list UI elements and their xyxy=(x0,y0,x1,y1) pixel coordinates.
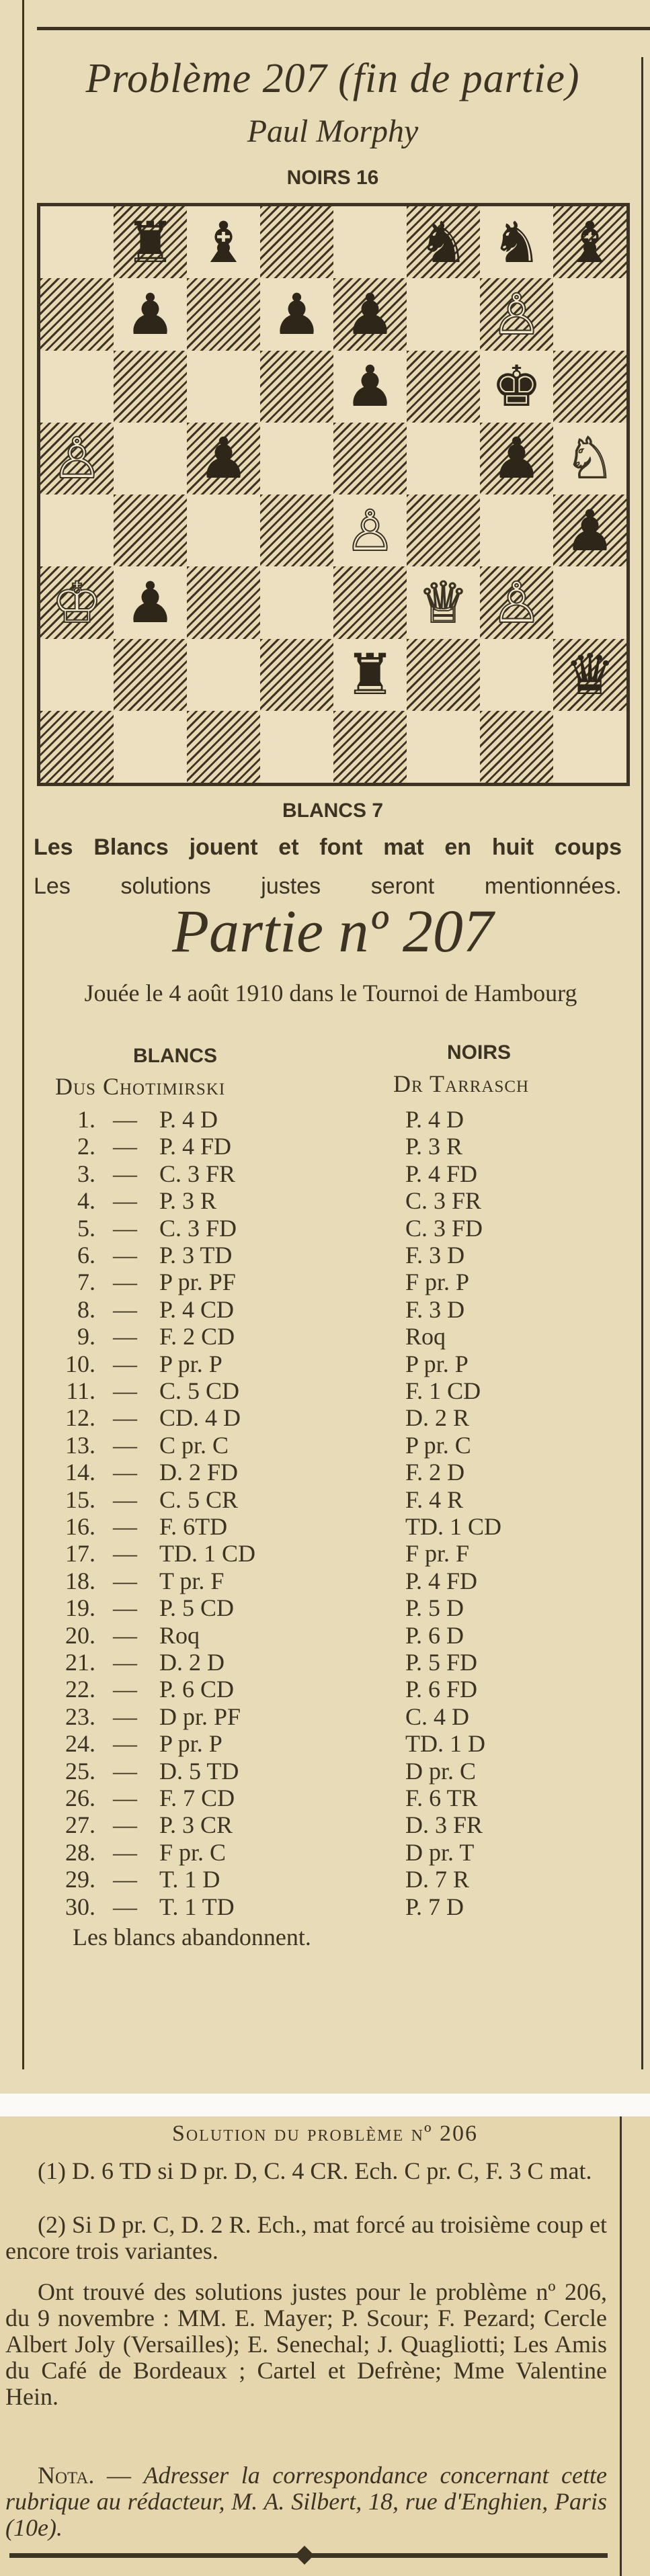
move-dash: — xyxy=(113,1459,137,1486)
black-move: P pr. P xyxy=(405,1350,469,1377)
move-row xyxy=(0,1486,650,1512)
square-h2 xyxy=(553,639,626,711)
black-move: F. 2 D xyxy=(405,1459,465,1486)
white-move: P. 4 CD xyxy=(159,1295,235,1323)
square-f2 xyxy=(407,639,480,711)
nota-label: Nota. — xyxy=(38,2462,131,2489)
black-king-icon: ♚ xyxy=(491,353,542,420)
white-pawn-icon: ♙ xyxy=(51,425,103,492)
move-number: 16. xyxy=(65,1513,95,1540)
move-number: 22. xyxy=(65,1676,95,1703)
solution-title: Solution du problème nº 206 xyxy=(171,2121,479,2146)
square-d5 xyxy=(260,423,333,495)
square-h4 xyxy=(553,495,626,566)
move-row xyxy=(0,1675,650,1702)
move-number: 19. xyxy=(65,1594,95,1622)
white-count-label: BLANCS 7 xyxy=(282,800,383,822)
move-dash: — xyxy=(113,1486,137,1513)
square-g7 xyxy=(480,278,553,350)
move-number: 4. xyxy=(77,1187,95,1215)
black-move: F pr. F xyxy=(405,1540,470,1568)
square-g6 xyxy=(480,351,553,423)
move-number: 7. xyxy=(77,1269,95,1296)
move-dash: — xyxy=(113,1160,137,1187)
white-knight-icon: ♘ xyxy=(564,425,616,492)
black-move: TD. 1 D xyxy=(405,1730,485,1758)
black-move: P. 5 FD xyxy=(405,1649,478,1676)
white-move: C. 3 FD xyxy=(159,1214,237,1242)
move-row xyxy=(0,1404,650,1430)
square-e3 xyxy=(333,566,407,638)
move-number: 27. xyxy=(65,1811,95,1839)
square-e1 xyxy=(333,711,407,783)
white-move: TD. 1 CD xyxy=(159,1540,255,1568)
black-bishop-icon: ♝ xyxy=(198,209,249,275)
move-number: 14. xyxy=(65,1459,95,1486)
move-row xyxy=(0,1594,650,1621)
white-move: F pr. C xyxy=(159,1838,227,1866)
move-dash: — xyxy=(113,1866,137,1893)
white-header: BLANCS xyxy=(133,1045,217,1067)
square-b3 xyxy=(114,566,187,638)
black-pawn-icon: ♟ xyxy=(564,497,616,564)
move-dash: — xyxy=(113,1106,137,1133)
solution-right-rule xyxy=(620,2116,622,2576)
square-d3 xyxy=(260,566,333,638)
problem-instruction: Les Blancs jouent et font mat en huit coups xyxy=(34,834,622,860)
move-row xyxy=(0,1214,650,1241)
move-dash: — xyxy=(113,1242,137,1269)
solution-line-1: (1) D. 6 TD si D pr. D, C. 4 CR. Ech. C pr. C, F. 3 C mat. xyxy=(38,2157,592,2184)
move-dash: — xyxy=(113,1431,137,1459)
move-row xyxy=(0,1567,650,1594)
move-row xyxy=(0,1648,650,1675)
black-player: Dr Tarrasch xyxy=(393,1070,530,1097)
black-bishop-icon: ♝ xyxy=(564,209,616,275)
square-f8 xyxy=(407,206,480,278)
white-player: Dus Chotimirski xyxy=(55,1073,226,1100)
move-number: 5. xyxy=(77,1214,95,1242)
square-b7 xyxy=(114,278,187,350)
move-number: 2. xyxy=(77,1133,95,1160)
white-move: D. 2 FD xyxy=(159,1459,239,1486)
black-count-label: NOIRS 16 xyxy=(286,167,379,189)
move-row xyxy=(0,1431,650,1458)
white-move: F. 6TD xyxy=(159,1513,228,1540)
move-number: 8. xyxy=(77,1295,95,1323)
black-pawn-icon: ♟ xyxy=(198,425,249,492)
problem-title: Problème 207 (fin de partie) xyxy=(85,56,580,101)
move-row xyxy=(0,1865,650,1892)
white-queen-icon: ♕ xyxy=(417,569,469,636)
square-b8 xyxy=(114,206,187,278)
white-move: C. 3 FR xyxy=(159,1160,236,1187)
move-number: 6. xyxy=(77,1242,95,1269)
square-e7 xyxy=(333,278,407,350)
move-dash: — xyxy=(113,1838,137,1866)
move-row xyxy=(0,1621,650,1648)
move-dash: — xyxy=(113,1404,137,1432)
move-number: 17. xyxy=(65,1540,95,1568)
white-move: P. 3 TD xyxy=(159,1242,233,1269)
white-move: P. 3 R xyxy=(159,1187,217,1215)
white-move: F. 2 CD xyxy=(159,1323,235,1350)
move-dash: — xyxy=(113,1730,137,1758)
black-knight-icon: ♞ xyxy=(417,209,469,275)
square-f4 xyxy=(407,495,480,566)
nota-paragraph xyxy=(5,2462,607,2541)
square-f6 xyxy=(407,351,480,423)
square-c5 xyxy=(187,423,260,495)
black-move: Roq xyxy=(405,1323,446,1350)
square-h7 xyxy=(553,278,626,350)
square-f7 xyxy=(407,278,480,350)
white-move: C. 5 CR xyxy=(159,1486,239,1513)
white-move: T. 1 TD xyxy=(159,1893,235,1920)
white-move: D. 5 TD xyxy=(159,1757,239,1785)
move-row xyxy=(0,1241,650,1268)
square-f3 xyxy=(407,566,480,638)
black-pawn-icon: ♟ xyxy=(491,425,542,492)
move-number: 11. xyxy=(66,1377,95,1404)
move-number: 13. xyxy=(65,1431,95,1459)
black-move: P. 6 D xyxy=(405,1621,464,1649)
black-move: F pr. P xyxy=(405,1269,470,1296)
white-pawn-icon: ♙ xyxy=(491,281,542,347)
square-b2 xyxy=(114,639,187,711)
black-rook-icon: ♜ xyxy=(124,209,176,275)
white-move: Roq xyxy=(159,1621,200,1649)
move-dash: — xyxy=(113,1350,137,1377)
white-move: P. 6 CD xyxy=(159,1676,235,1703)
square-a6 xyxy=(40,351,114,423)
white-move: P pr. P xyxy=(159,1730,222,1758)
move-row xyxy=(0,1350,650,1377)
square-c2 xyxy=(187,639,260,711)
square-h3 xyxy=(553,566,626,638)
black-rook-icon: ♜ xyxy=(344,642,396,708)
move-number: 21. xyxy=(65,1649,95,1676)
white-move: D pr. PF xyxy=(159,1703,241,1730)
move-dash: — xyxy=(113,1594,137,1622)
solution-line-2: (2) Si D pr. C, D. 2 R. Ech., mat forcé au troisième coup et encore trois variantes. xyxy=(5,2211,607,2264)
black-pawn-icon: ♟ xyxy=(124,569,176,636)
black-move: C. 4 D xyxy=(405,1703,470,1730)
white-move: D. 2 D xyxy=(159,1649,225,1676)
black-move: D. 7 R xyxy=(405,1866,470,1893)
white-move: T. 1 D xyxy=(159,1866,220,1893)
move-number: 20. xyxy=(65,1621,95,1649)
move-number: 3. xyxy=(77,1160,95,1187)
move-row xyxy=(0,1295,650,1322)
black-move: D pr. T xyxy=(405,1838,475,1866)
black-move: P. 4 FD xyxy=(405,1567,478,1594)
chess-board xyxy=(37,203,630,786)
white-move: P. 5 CD xyxy=(159,1594,235,1622)
move-dash: — xyxy=(113,1269,137,1296)
move-dash: — xyxy=(113,1893,137,1920)
black-move: C. 3 FR xyxy=(405,1187,482,1215)
black-header: NOIRS xyxy=(447,1041,512,1064)
move-number: 24. xyxy=(65,1730,95,1758)
black-pawn-icon: ♟ xyxy=(271,281,323,347)
move-dash: — xyxy=(113,1811,137,1839)
black-move: P. 4 D xyxy=(405,1106,464,1133)
move-row xyxy=(0,1512,650,1539)
move-row xyxy=(0,1893,650,1920)
move-number: 18. xyxy=(65,1567,95,1594)
black-move: D. 2 R xyxy=(405,1404,470,1432)
square-e4 xyxy=(333,495,407,566)
white-move: P. 4 D xyxy=(159,1106,218,1133)
move-number: 12. xyxy=(65,1404,95,1432)
clipping-gap xyxy=(0,2094,650,2116)
square-b6 xyxy=(114,351,187,423)
square-g3 xyxy=(480,566,553,638)
square-e2 xyxy=(333,639,407,711)
square-b1 xyxy=(114,711,187,783)
black-move: P. 5 D xyxy=(405,1594,464,1622)
square-d1 xyxy=(260,711,333,783)
game-played-info: Jouée le 4 août 1910 dans le Tournoi de Hambourg xyxy=(84,980,577,1006)
move-number: 28. xyxy=(65,1838,95,1866)
square-d6 xyxy=(260,351,333,423)
nota-text: Adresser la correspondance concernant cette rubrique au rédacteur, M. A. Silbert, 18, rue d'Enghien, Paris (10e). xyxy=(5,2462,607,2541)
white-move: P. 3 CR xyxy=(159,1811,233,1839)
square-g8 xyxy=(480,206,553,278)
square-e5 xyxy=(333,423,407,495)
game-title: Partie nº 207 xyxy=(172,898,493,965)
square-c7 xyxy=(187,278,260,350)
move-number: 26. xyxy=(65,1785,95,1811)
square-d4 xyxy=(260,495,333,566)
black-move: F. 1 CD xyxy=(405,1377,481,1404)
move-dash: — xyxy=(113,1513,137,1540)
move-row xyxy=(0,1322,650,1349)
move-dash: — xyxy=(113,1621,137,1649)
black-move: D pr. C xyxy=(405,1757,477,1785)
move-row xyxy=(0,1187,650,1213)
square-a1 xyxy=(40,711,114,783)
white-move: P pr. P xyxy=(159,1350,222,1377)
move-row xyxy=(0,1729,650,1756)
square-c1 xyxy=(187,711,260,783)
square-b5 xyxy=(114,423,187,495)
square-f5 xyxy=(407,423,480,495)
white-move: C pr. C xyxy=(159,1431,229,1459)
black-pawn-icon: ♟ xyxy=(344,281,396,347)
square-g4 xyxy=(480,495,553,566)
square-h5 xyxy=(553,423,626,495)
square-h6 xyxy=(553,351,626,423)
move-number: 30. xyxy=(65,1893,95,1920)
move-row xyxy=(0,1160,650,1187)
square-c6 xyxy=(187,351,260,423)
square-h8 xyxy=(553,206,626,278)
move-row xyxy=(0,1377,650,1404)
problem-note: Les solutions justes seront mentionnées. xyxy=(34,873,622,899)
white-move: T pr. F xyxy=(159,1567,225,1594)
square-c4 xyxy=(187,495,260,566)
move-row xyxy=(0,1703,650,1729)
move-dash: — xyxy=(113,1187,137,1215)
square-d7 xyxy=(260,278,333,350)
black-move: TD. 1 CD xyxy=(405,1513,501,1540)
black-move: P. 4 FD xyxy=(405,1160,478,1187)
move-number: 15. xyxy=(65,1486,95,1513)
black-move: P. 6 FD xyxy=(405,1676,478,1703)
square-g2 xyxy=(480,639,553,711)
move-dash: — xyxy=(113,1676,137,1703)
white-move: CD. 4 D xyxy=(159,1404,241,1432)
square-a8 xyxy=(40,206,114,278)
square-a5 xyxy=(40,423,114,495)
move-row xyxy=(0,1458,650,1485)
move-dash: — xyxy=(113,1133,137,1160)
game-result: Les blancs abandonnent. xyxy=(73,1924,311,1950)
square-a4 xyxy=(40,495,114,566)
square-g1 xyxy=(480,711,553,783)
square-c3 xyxy=(187,566,260,638)
black-move: F. 3 D xyxy=(405,1295,465,1323)
square-f1 xyxy=(407,711,480,783)
black-move: P. 3 R xyxy=(405,1133,463,1160)
white-move: P pr. PF xyxy=(159,1269,236,1296)
square-d2 xyxy=(260,639,333,711)
black-move: P pr. C xyxy=(405,1431,471,1459)
white-move: F. 7 CD xyxy=(159,1785,235,1811)
move-dash: — xyxy=(113,1567,137,1594)
move-row xyxy=(0,1838,650,1865)
move-dash: — xyxy=(113,1323,137,1350)
square-a2 xyxy=(40,639,114,711)
white-king-icon: ♔ xyxy=(51,569,103,636)
black-knight-icon: ♞ xyxy=(491,209,542,275)
move-dash: — xyxy=(113,1785,137,1811)
solvers-list: Ont trouvé des solutions justes pour le problème nº 206, du 9 novembre : MM. E. Mayer; P. Scour; F. Pezard; Cercle Albert Joly (Versailles); E. Senechal; J. Quagliotti; Les Amis du Café de Bordeaux ; Cartel et Defrène; Mme Valentine Hein. xyxy=(5,2278,607,2410)
move-dash: — xyxy=(113,1757,137,1785)
move-dash: — xyxy=(113,1649,137,1676)
black-move: C. 3 FD xyxy=(405,1214,483,1242)
black-pawn-icon: ♟ xyxy=(344,353,396,420)
square-e8 xyxy=(333,206,407,278)
black-move: P. 7 D xyxy=(405,1893,464,1920)
move-row xyxy=(0,1811,650,1838)
black-pawn-icon: ♟ xyxy=(124,281,176,347)
square-h1 xyxy=(553,711,626,783)
white-move: P. 4 FD xyxy=(159,1133,232,1160)
square-a7 xyxy=(40,278,114,350)
square-e6 xyxy=(333,351,407,423)
move-dash: — xyxy=(113,1703,137,1730)
white-pawn-icon: ♙ xyxy=(344,497,396,564)
square-c8 xyxy=(187,206,260,278)
move-dash: — xyxy=(113,1540,137,1568)
move-number: 1. xyxy=(77,1106,95,1133)
move-row xyxy=(0,1784,650,1811)
move-row xyxy=(0,1268,650,1295)
black-move: F. 3 D xyxy=(405,1242,465,1269)
white-pawn-icon: ♙ xyxy=(491,569,542,636)
move-number: 23. xyxy=(65,1703,95,1730)
move-dash: — xyxy=(113,1377,137,1404)
white-move: C. 5 CD xyxy=(159,1377,240,1404)
black-move: F. 6 TR xyxy=(405,1785,478,1811)
square-g5 xyxy=(480,423,553,495)
square-b4 xyxy=(114,495,187,566)
move-number: 10. xyxy=(65,1350,95,1377)
top-rule xyxy=(37,27,650,30)
problem-author: Paul Morphy xyxy=(247,114,419,149)
black-move: D. 3 FR xyxy=(405,1811,483,1839)
move-number: 29. xyxy=(65,1866,95,1893)
move-row xyxy=(0,1105,650,1132)
black-move: F. 4 R xyxy=(405,1486,464,1513)
square-d8 xyxy=(260,206,333,278)
move-row xyxy=(0,1539,650,1566)
move-dash: — xyxy=(113,1295,137,1323)
move-row xyxy=(0,1757,650,1784)
move-number: 9. xyxy=(77,1323,95,1350)
black-queen-icon: ♛ xyxy=(564,642,616,708)
move-number: 25. xyxy=(65,1757,95,1785)
square-a3 xyxy=(40,566,114,638)
move-dash: — xyxy=(113,1214,137,1242)
move-row xyxy=(0,1132,650,1159)
